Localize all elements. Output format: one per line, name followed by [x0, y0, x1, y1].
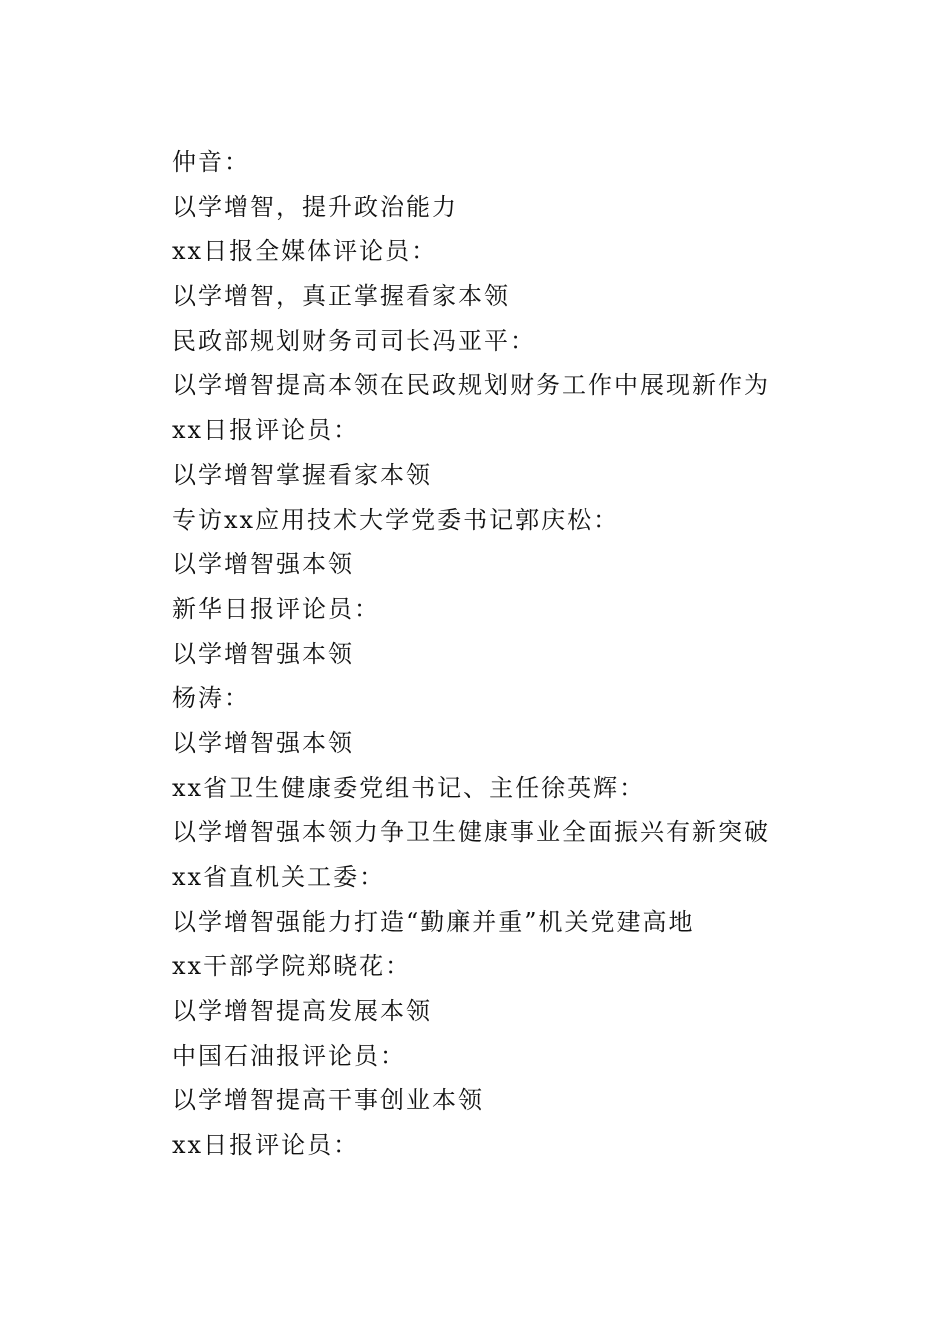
author-line: 新华日报评论员： [172, 594, 380, 623]
author-line: 仲音： [172, 148, 250, 176]
headline-line: 以学增智强本领 [172, 550, 354, 579]
headline-line: 以学增智强能力打造“勤廉并重”机关党建高地 [172, 907, 695, 936]
headline-line: 以学增智提高干事创业本领 [172, 1086, 484, 1115]
author-line: xx日报全媒体评论员： [172, 237, 438, 266]
headline-line: 以学增智，真正掌握看家本领 [172, 282, 510, 311]
author-line: xx省卫生健康委党组书记、主任徐英辉： [172, 773, 646, 802]
headline-line: 以学增智提高本领在民政规划财务工作中展现新作为 [172, 371, 770, 400]
author-line: xx干部学院郑晓花： [172, 952, 412, 981]
author-line: xx省直机关工委： [172, 863, 386, 891]
document-body [172, 140, 872, 1168]
author-line: 专访xx应用技术大学党委书记郭庆松： [172, 505, 620, 534]
author-line: xx日报评论员： [172, 1131, 360, 1160]
author-line: xx日报评论员： [172, 416, 360, 445]
author-line: 中国石油报评论员： [172, 1041, 406, 1070]
author-line: 杨涛： [172, 684, 250, 713]
headline-line: 以学增智提高发展本领 [172, 997, 432, 1026]
headline-line: 以学增智强本领力争卫生健康事业全面振兴有新突破 [172, 818, 770, 847]
headline-line: 以学增智强本领 [172, 639, 354, 668]
author-line: 民政部规划财务司司长冯亚平： [172, 326, 536, 355]
headline-line: 以学增智强本领 [172, 728, 354, 757]
headline-line: 以学增智掌握看家本领 [172, 460, 432, 489]
headline-line: 以学增智，提升政治能力 [172, 192, 458, 221]
